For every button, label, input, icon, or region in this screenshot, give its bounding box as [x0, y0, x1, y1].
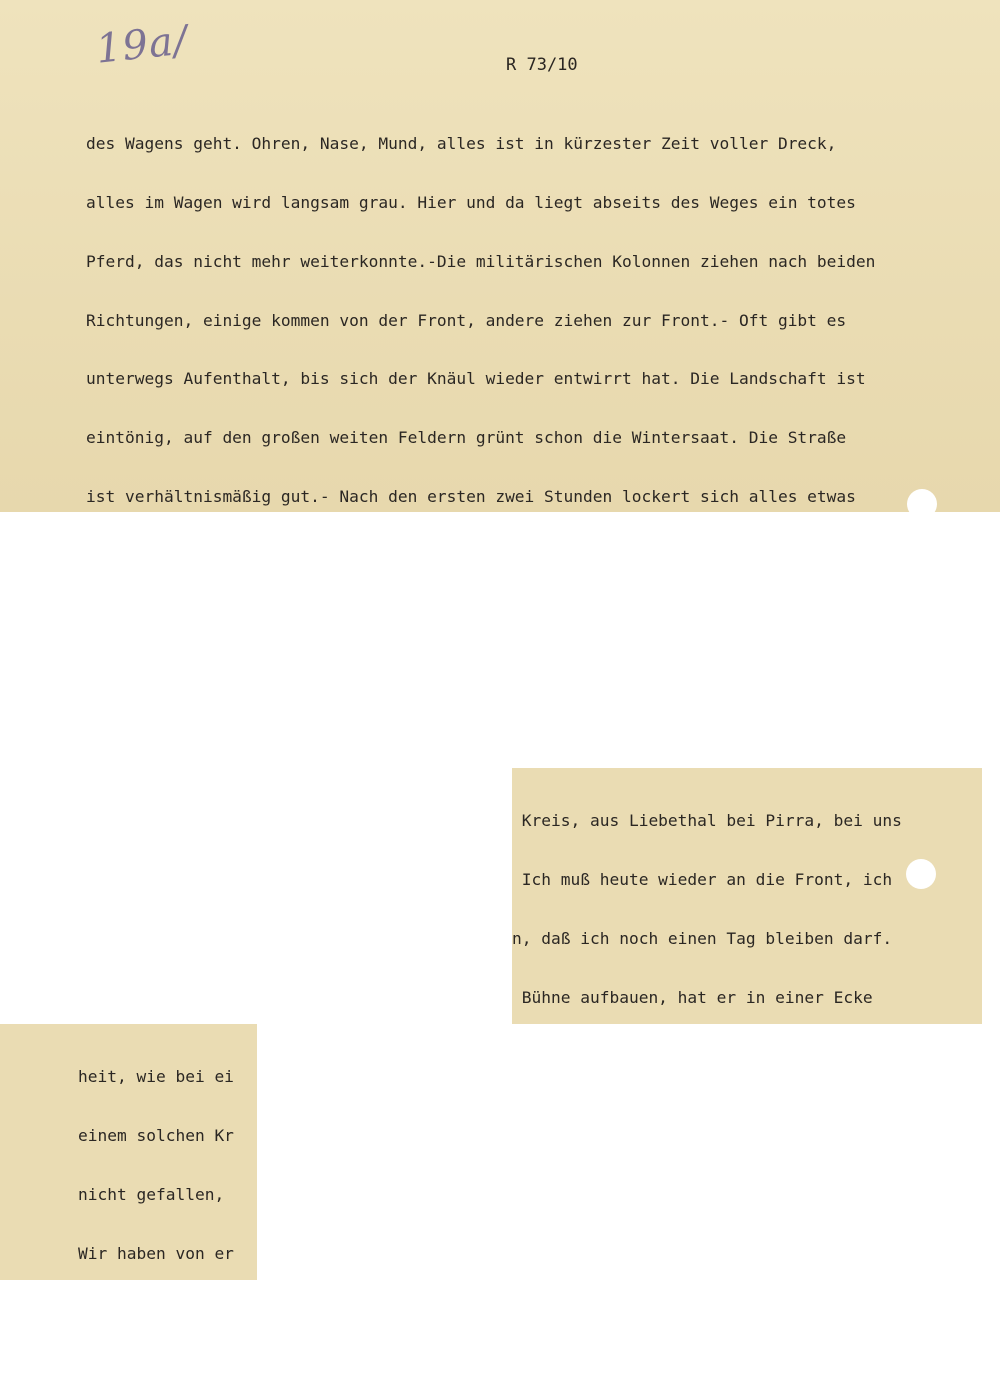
handwritten-page-number: 19a/ — [93, 17, 191, 73]
text-line: einem solchen Kr — [78, 1125, 234, 1145]
text-line: Richtungen, einige kommen von der Front, andere ziehen zur Front.- Oft gibt es — [86, 310, 847, 330]
page-fragment-top — [0, 0, 1000, 512]
typed-text-block-left — [78, 1028, 234, 1280]
text-line: ist verhältnismäßig gut.- Nach den ersten zwei Stunden lockert sich alles etwas — [86, 486, 856, 506]
typed-text-block-right — [512, 772, 912, 1024]
text-line: des Wagens geht. Ohren, Nase, Mund, alles ist in kürzester Zeit voller Dreck, — [86, 134, 837, 154]
text-line: heit, wie bei ei — [78, 1067, 234, 1087]
page-fragment-right — [512, 768, 982, 1024]
text-line: nicht gefallen, — [78, 1184, 234, 1204]
file-reference: R 73/10 — [506, 55, 578, 75]
text-line: Bühne aufbauen, hat er in einer Ecke — [512, 987, 873, 1007]
text-line: Wir haben von er — [78, 1243, 234, 1263]
text-line: Pferd, das nicht mehr weiterkonnte.-Die militärischen Kolonnen ziehen nach beiden — [86, 251, 876, 271]
punch-hole — [906, 859, 936, 889]
text-line: Kreis, aus Liebethal bei Pirra, bei uns — [512, 811, 902, 831]
page-fragment-left — [0, 1024, 257, 1280]
text-line: Ich muß heute wieder an die Front, ich — [512, 869, 893, 889]
text-line: n, daß ich noch einen Tag bleiben darf. — [512, 928, 893, 948]
text-line: eintönig, auf den großen weiten Feldern grünt schon die Wintersaat. Die Straße — [86, 428, 847, 448]
text-line: unterwegs Aufenthalt, bis sich der Knäul wieder entwirrt hat. Die Landschaft ist — [86, 369, 866, 389]
punch-hole — [907, 489, 937, 512]
typed-text-block-top — [86, 95, 875, 512]
text-line: alles im Wagen wird langsam grau. Hier und da liegt abseits des Weges ein totes — [86, 192, 856, 212]
